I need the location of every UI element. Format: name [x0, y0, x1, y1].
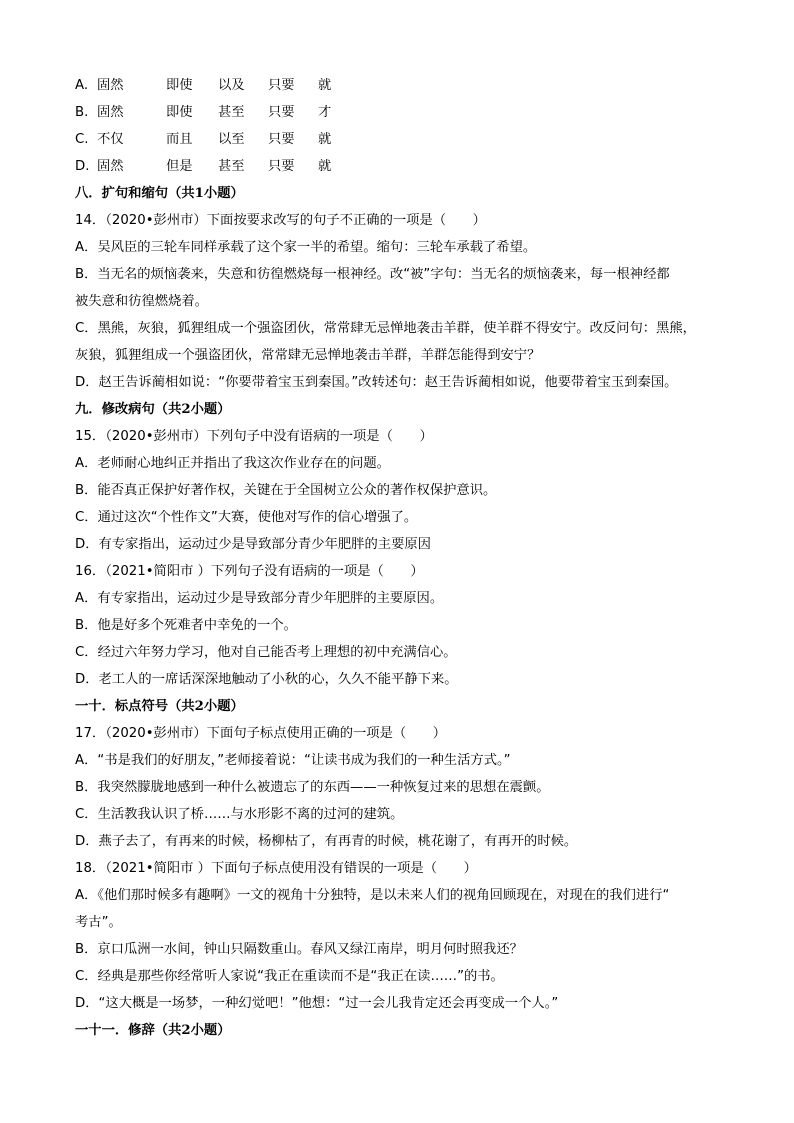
option-b: B．他是好多个死难者中幸免的一个。 [75, 618, 297, 633]
section-heading: 一十．标点符号（共2小题） [75, 699, 244, 714]
question-stem: 17．（2020•彭州市）下面句子标点使用正确的一项是（ ） [75, 726, 447, 741]
option-a-continued: 考古”。 [75, 915, 122, 930]
option-c: C．经过六年努力学习，他对自己能否考上理想的初中充满信心。 [75, 645, 457, 660]
section-heading: 一十一．修辞（共2小题） [75, 1023, 231, 1038]
option-a: A．“书是我们的好朋友，”老师接着说：“让读书成为我们的一种生活方式。” [75, 753, 511, 768]
option-c: C．生活教我认识了桥……与水形影不离的过河的建筑。 [75, 807, 404, 822]
option-d: D．赵王告诉蔺相如说：“你要带着宝玉到秦国。”改转述句：赵王告诉蔺相如说，他要带着宝玉到秦国。 [75, 375, 678, 390]
option-d: D．老工人的一席话深深地触动了小秋的心，久久不能平静下来。 [75, 672, 458, 687]
question-stem: 16．（2021•简阳市 ）下列句子没有语病的一项是（ ） [75, 564, 424, 579]
q13-option-c: C. 不仅 而且 以至 只要 就 [75, 132, 332, 147]
q13-option-b: B. 固然 即使 甚至 只要 才 [75, 105, 332, 120]
option-c: C．黑熊，灰狼，狐狸组成一个强盗团伙，常常肆无忌惮地袭击羊群，使羊群不得安宁。改反问句：黑熊， [75, 321, 696, 336]
question-stem: 18．（2021•简阳市 ）下面句子标点使用没有错误的一项是（ ） [75, 861, 477, 876]
q13-option-d: D. 固然 但是 甚至 只要 就 [75, 159, 332, 174]
option-b: B．京口瓜洲一水间，钟山只隔数重山。春风又绿江南岸，明月何时照我还？ [75, 942, 523, 957]
option-a: A．吴风臣的三轮车同样承载了这个家一半的希望。缩句：三轮车承载了希望。 [75, 240, 537, 255]
q13-option-a: A. 固然 即使 以及 只要 就 [75, 78, 332, 93]
option-c-continued: 灰狼，狐狸组成一个强盗团伙，常常肆无忌惮地袭击羊群，羊群怎能得到安宁？ [75, 348, 541, 363]
option-c: C．经典是那些你经常听人家说“我正在重读而不是“我正在读……”的书。 [75, 969, 504, 984]
question-stem: 14．（2020•彭州市）下面按要求改写的句子不正确的一项是（ ） [75, 213, 486, 228]
option-a: A．老师耐心地纠正并指出了我这次作业存在的问题。 [75, 456, 390, 471]
option-d: D．燕子去了，有再来的时候，杨柳枯了，有再青的时候，桃花谢了，有再开的时候。 [75, 834, 578, 849]
question-stem: 15．（2020•彭州市）下列句子中没有语病的一项是（ ） [75, 429, 433, 444]
option-b: B．当无名的烦恼袭来，失意和彷徨燃烧每一根神经。改“被”字句：当无名的烦恼袭来，每一根神经都 [75, 267, 670, 282]
option-c: C．通过这次“个性作文”大赛，使他对写作的信心增强了。 [75, 510, 418, 525]
option-d: D．“这大概是一场梦，一种幻觉吧！”他想：“过一会儿我肯定还会再变成一个人。” [75, 996, 559, 1011]
section-heading: 八．扩句和缩句（共1小题） [75, 186, 244, 201]
option-d: D．有专家指出，运动过少是导致部分青少年肥胖的主要原因 [75, 537, 431, 552]
option-a: A．《他们那时候多有趣啊》一文的视角十分独特，是以未来人们的视角回顾现在，对现在的我们进行“ [75, 888, 670, 903]
section-heading: 九．修改病句（共2小题） [75, 402, 231, 417]
option-b-continued: 被失意和彷徨燃烧着。 [75, 294, 208, 309]
option-b: B．能否真正保护好著作权，关键在于全国树立公众的著作权保护意识。 [75, 483, 497, 498]
option-a: A．有专家指出，运动过少是导致部分青少年肥胖的主要原因。 [75, 591, 444, 606]
option-b: B．我突然朦胧地感到一种什么被遗忘了的东西——一种恢复过来的思想在震颤。 [75, 780, 550, 795]
